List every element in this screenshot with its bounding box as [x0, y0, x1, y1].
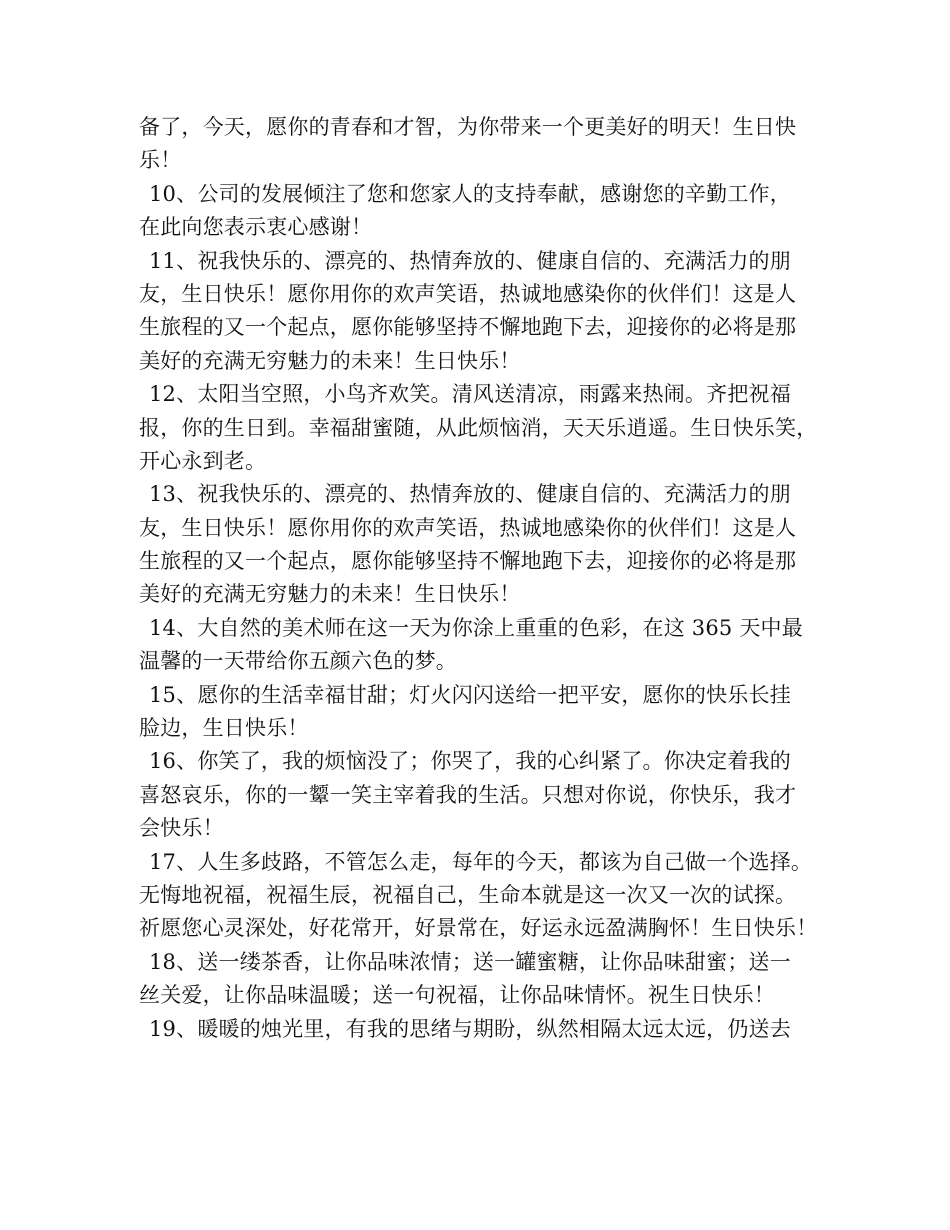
text-line: 喜怒哀乐，你的一颦一笑主宰着我的生活。只想对你说，你快乐，我才 — [139, 782, 797, 807]
text-line: 温馨的一天带给你五颜六色的梦。 — [139, 649, 457, 674]
text-line: 生旅程的又一个起点，愿你能够坚持不懈地跑下去，迎接你的必将是那 — [139, 315, 797, 340]
text-line: 12、太阳当空照，小鸟齐欢笑。清风送清凉，雨露来热闹。齐把祝福 — [149, 382, 791, 407]
text-line: 乐！ — [139, 148, 182, 173]
text-line: 19、暖暖的烛光里，有我的思绪与期盼，纵然相隔太远太远，仍送去 — [149, 1016, 791, 1041]
text-line: 13、祝我快乐的、漂亮的、热情奔放的、健康自信的、充满活力的朋 — [149, 482, 791, 507]
text-line: 17、人生多歧路，不管怎么走，每年的今天，都该为自己做一个选择。 — [149, 849, 813, 874]
text-line: 祈愿您心灵深处，好花常开，好景常在，好运永远盈满胸怀！生日快乐！ — [139, 916, 818, 941]
document-body — [139, 111, 829, 1046]
text-line: 美好的充满无穷魅力的未来！生日快乐！ — [139, 582, 521, 607]
text-line: 丝关爱，让你品味温暖；送一句祝福，让你品味情怀。祝生日快乐！ — [139, 983, 775, 1008]
text-line: 备了，今天，愿你的青春和才智，为你带来一个更美好的明天！生日快 — [139, 115, 797, 139]
text-line: 11、祝我快乐的、漂亮的、热情奔放的、健康自信的、充满活力的朋 — [149, 248, 791, 273]
text-line: 15、愿你的生活幸福甘甜；灯火闪闪送给一把平安，愿你的快乐长挂 — [149, 682, 791, 707]
text-line: 14、大自然的美术师在这一天为你涂上重重的色彩，在这 365 天中最 — [149, 615, 803, 640]
text-line: 报，你的生日到。幸福甜蜜随，从此烦恼消，天天乐逍遥。生日快乐笑， — [139, 415, 818, 440]
text-line: 10、公司的发展倾注了您和您家人的支持奉献，感谢您的辛勤工作， — [149, 181, 791, 206]
text-line: 16、你笑了，我的烦恼没了；你哭了，我的心纠紧了。你决定着我的 — [149, 749, 791, 774]
text-line: 18、送一缕茶香，让你品味浓情；送一罐蜜糖，让你品味甜蜜；送一 — [149, 949, 791, 974]
text-line: 生旅程的又一个起点，愿你能够坚持不懈地跑下去，迎接你的必将是那 — [139, 549, 797, 574]
text-line: 美好的充满无穷魅力的未来！生日快乐！ — [139, 348, 521, 373]
text-line: 友，生日快乐！愿你用你的欢声笑语，热诚地感染你的伙伴们！这是人 — [139, 515, 797, 540]
text-line: 开心永到老。 — [139, 448, 267, 473]
text-line: 无悔地祝福，祝福生辰，祝福自己，生命本就是这一次又一次的试探。 — [139, 882, 797, 907]
text-line: 友，生日快乐！愿你用你的欢声笑语，热诚地感染你的伙伴们！这是人 — [139, 281, 797, 306]
text-line: 在此向您表示衷心感谢！ — [139, 215, 373, 240]
text-line: 脸边，生日快乐！ — [139, 716, 309, 741]
text-line: 会快乐！ — [139, 816, 224, 841]
